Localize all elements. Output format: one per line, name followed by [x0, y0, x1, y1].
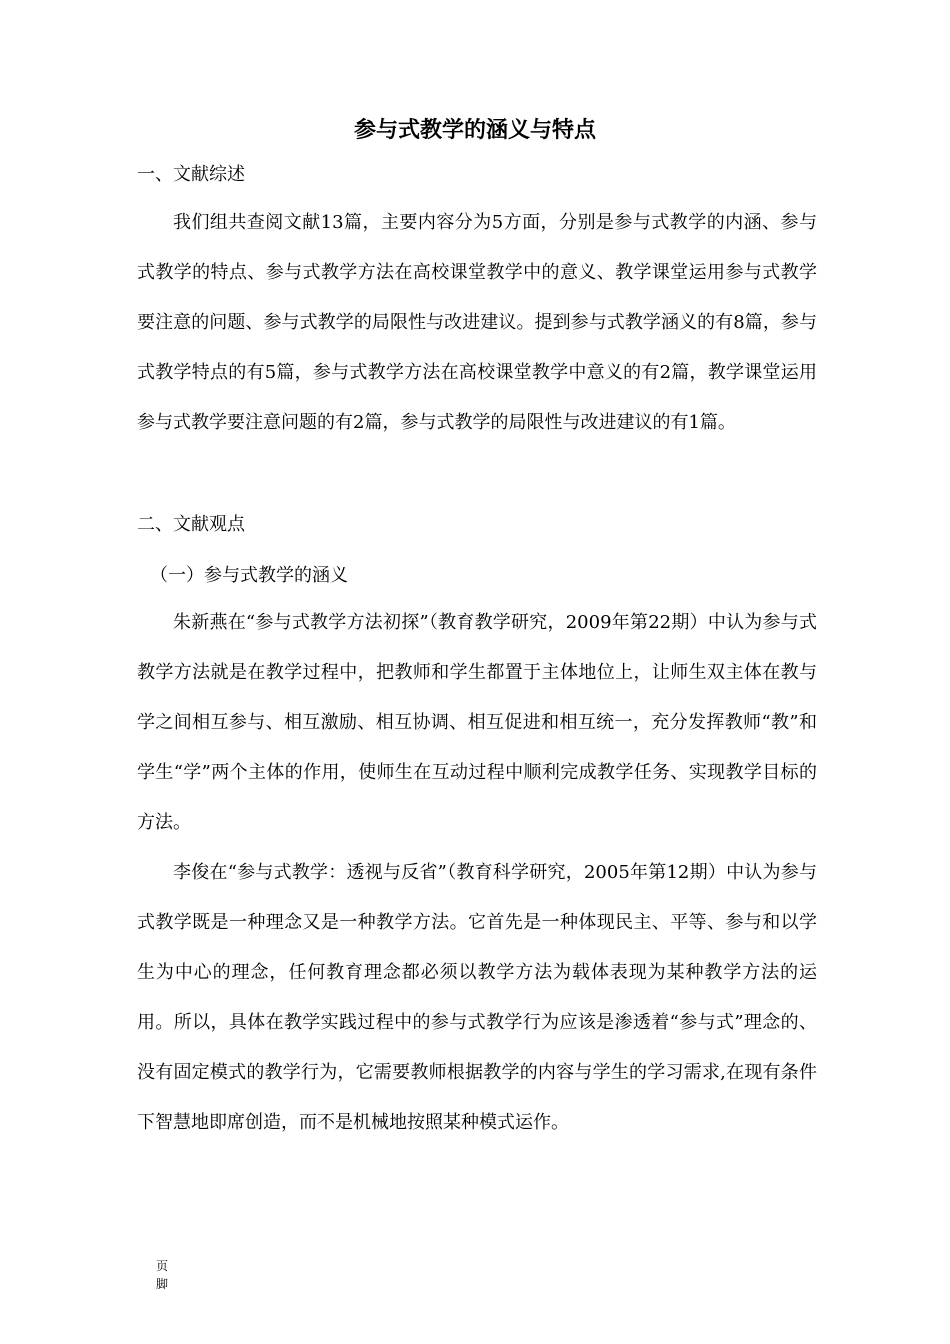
footer-label: 页脚 [156, 1259, 169, 1291]
document-title: 参与式教学的涵义与特点 [353, 118, 596, 143]
paragraph-zhu-xinyan: 朱新燕在“参与式教学方法初探”（教育教学研究，2009年第22期）中认为参与式教学方法就是在教学过程中，把教师和学生都置于主体地位上，让师生双主体在教与学之间相互参与、相互激励、相互协调、相互促进和相互统一，充分发挥教师“教”和学生“学”两个主体的作用，使师生在互动过程中顺利完成教学任务、实现教学目标的方法。 [137, 612, 817, 833]
paragraph-li-jun: 李俊在“参与式教学：透视与反省”（教育科学研究，2005年第12期）中认为参与式教学既是一种理念又是一种教学方法。它首先是一种体现民主、平等、参与和以学生为中心的理念，任何教育理念都必须以教学方法为载体表现为某种教学方法的运用。所以，具体在教学实践过程中的参与式教学行为应该是渗透着“参与式”理念的、没有固定模式的教学行为，它需要教师根据教学的内容与学生的学习需求,在现有条件下智慧地即席创造，而不是机械地按照某种模式运作。 [137, 862, 817, 1133]
section-heading-literature-review: 一、文献综述 [137, 164, 245, 185]
section-heading-literature-viewpoints: 二、文献观点 [137, 514, 245, 535]
subsection-heading-meaning: （一）参与式教学的涵义 [150, 565, 348, 586]
literature-review-paragraph: 我们组共查阅文献13篇，主要内容分为5方面，分别是参与式教学的内涵、参与式教学的特点、参与式教学方法在高校课堂教学中的意义、教学课堂运用参与式教学要注意的问题、参与式教学的局限性与改进建议。提到参与式教学涵义的有8篇，参与式教学特点的有5篇，参与式教学方法在高校课堂教学中意义的有2篇，教学课堂运用参与式教学要注意问题的有2篇，参与式教学的局限性与改进建议的有1篇。 [137, 212, 817, 433]
